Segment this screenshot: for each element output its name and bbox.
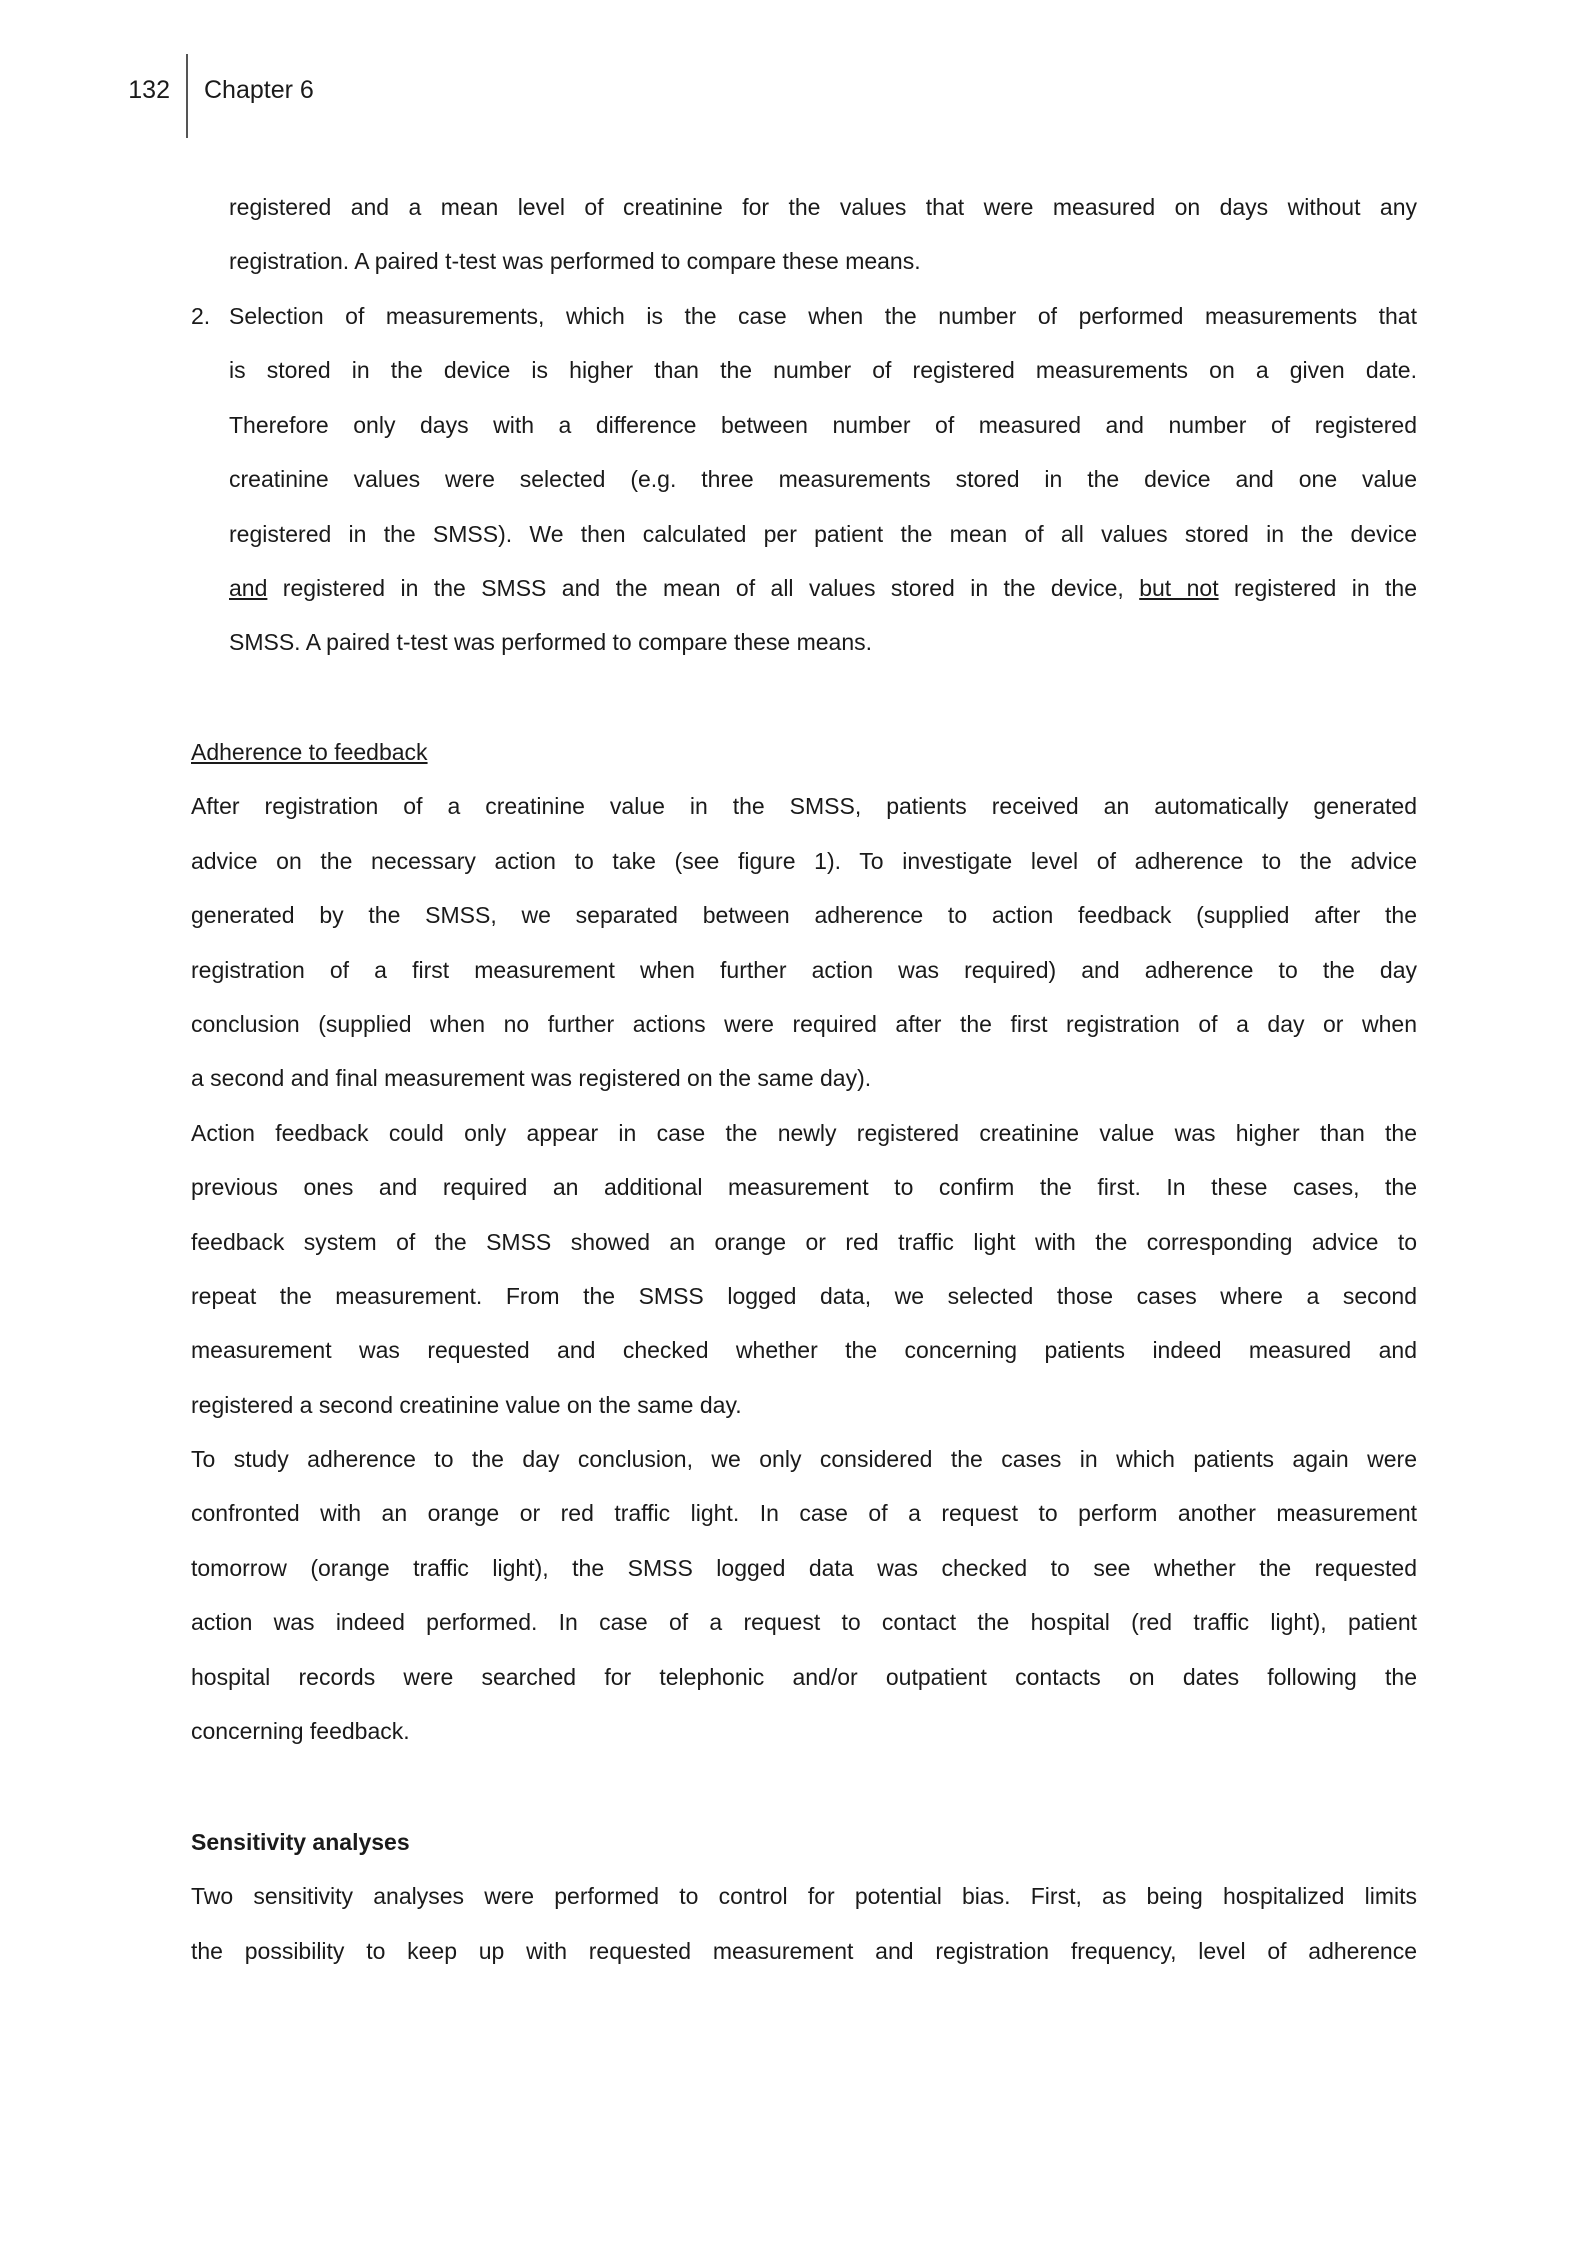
text-span: registered in the (1218, 574, 1417, 601)
text-line: registration. A paired t-test was performed to compare these means. (229, 248, 921, 275)
list-number: 2. (191, 303, 211, 329)
text-line: generated by the SMSS, we separated between adherence to action feedback (supplied after the (191, 902, 1417, 929)
text-line: SMSS. A paired t-test was performed to compare these means. (229, 629, 873, 656)
paragraph (191, 1106, 1417, 1432)
text-line: previous ones and required an additional measurement to confirm the first. In these cases, the (191, 1174, 1417, 1201)
text-line: After registration of a creatinine value in the SMSS, patients received an automatically generated (191, 793, 1417, 820)
text-line: advice on the necessary action to take (see figure 1). To investigate level of adherence to the advice (191, 847, 1417, 874)
list-item-2 (229, 289, 1417, 670)
text-line: a second and final measurement was registered on the same day). (191, 1065, 872, 1092)
text-line: conclusion (supplied when no further actions were required after the first registration of a day or when (191, 1010, 1417, 1037)
paragraph (191, 1432, 1417, 1758)
text-line: the possibility to keep up with requested measurement and registration frequency, level of adherence (191, 1937, 1417, 1964)
adherence-section (191, 725, 1417, 1758)
chapter-title: Chapter 6 (204, 76, 314, 104)
text-line: is stored in the device is higher than the number of registered measurements on a given date. (229, 357, 1417, 384)
text-line: confronted with an orange or red traffic light. In case of a request to perform another measurement (191, 1500, 1417, 1527)
text-line: registered and a mean level of creatinine for the values that were measured on days without any (229, 194, 1417, 220)
paragraph (191, 779, 1417, 1105)
header-divider (186, 54, 188, 138)
text-line: feedback system of the SMSS showed an orange or red traffic light with the corresponding advice to (191, 1228, 1417, 1255)
text-line: registered in the SMSS). We then calculated per patient the mean of all values stored in the device (229, 520, 1417, 547)
text-line: To study adherence to the day conclusion, we only considered the cases in which patients again were (191, 1446, 1417, 1473)
sensitivity-section (191, 1815, 1417, 1978)
text-line: hospital records were searched for telephonic and/or outpatient contacts on dates following the (191, 1663, 1417, 1690)
text-line: concerning feedback. (191, 1718, 410, 1745)
text-line: action was indeed performed. In case of a request to contact the hospital (red traffic light), patient (191, 1609, 1417, 1636)
text-line: registered a second creatinine value on the same day. (191, 1391, 742, 1418)
page-number: 132 (128, 76, 170, 104)
text-line (229, 561, 1417, 615)
text-line: measurement was requested and checked whether the concerning patients indeed measured and (191, 1337, 1417, 1364)
text-line: tomorrow (orange traffic light), the SMSS logged data was checked to see whether the requested (191, 1554, 1417, 1581)
text-line: Therefore only days with a difference between number of measured and number of registered (229, 411, 1417, 438)
list-item-1-continuation (229, 180, 1417, 289)
underlined-but-not: but not (1139, 574, 1219, 601)
text-line: Two sensitivity analyses were performed to control for potential bias. First, as being hospitalized limits (191, 1883, 1417, 1910)
text-line: Selection of measurements, which is the case when the number of performed measurements that (229, 303, 1417, 329)
text-line: repeat the measurement. From the SMSS logged data, we selected those cases where a second (191, 1282, 1417, 1309)
text-line: Action feedback could only appear in case the newly registered creatinine value was higher than the (191, 1119, 1417, 1146)
section-heading: Sensitivity analyses (191, 1829, 410, 1855)
text-span: registered in the SMSS and the mean of all values stored in the device, (267, 574, 1140, 601)
underlined-and: and (229, 574, 268, 601)
section-heading: Adherence to feedback (191, 739, 428, 765)
text-line: creatinine values were selected (e.g. three measurements stored in the device and one value (229, 466, 1417, 493)
text-line: registration of a first measurement when further action was required) and adherence to the day (191, 956, 1417, 983)
